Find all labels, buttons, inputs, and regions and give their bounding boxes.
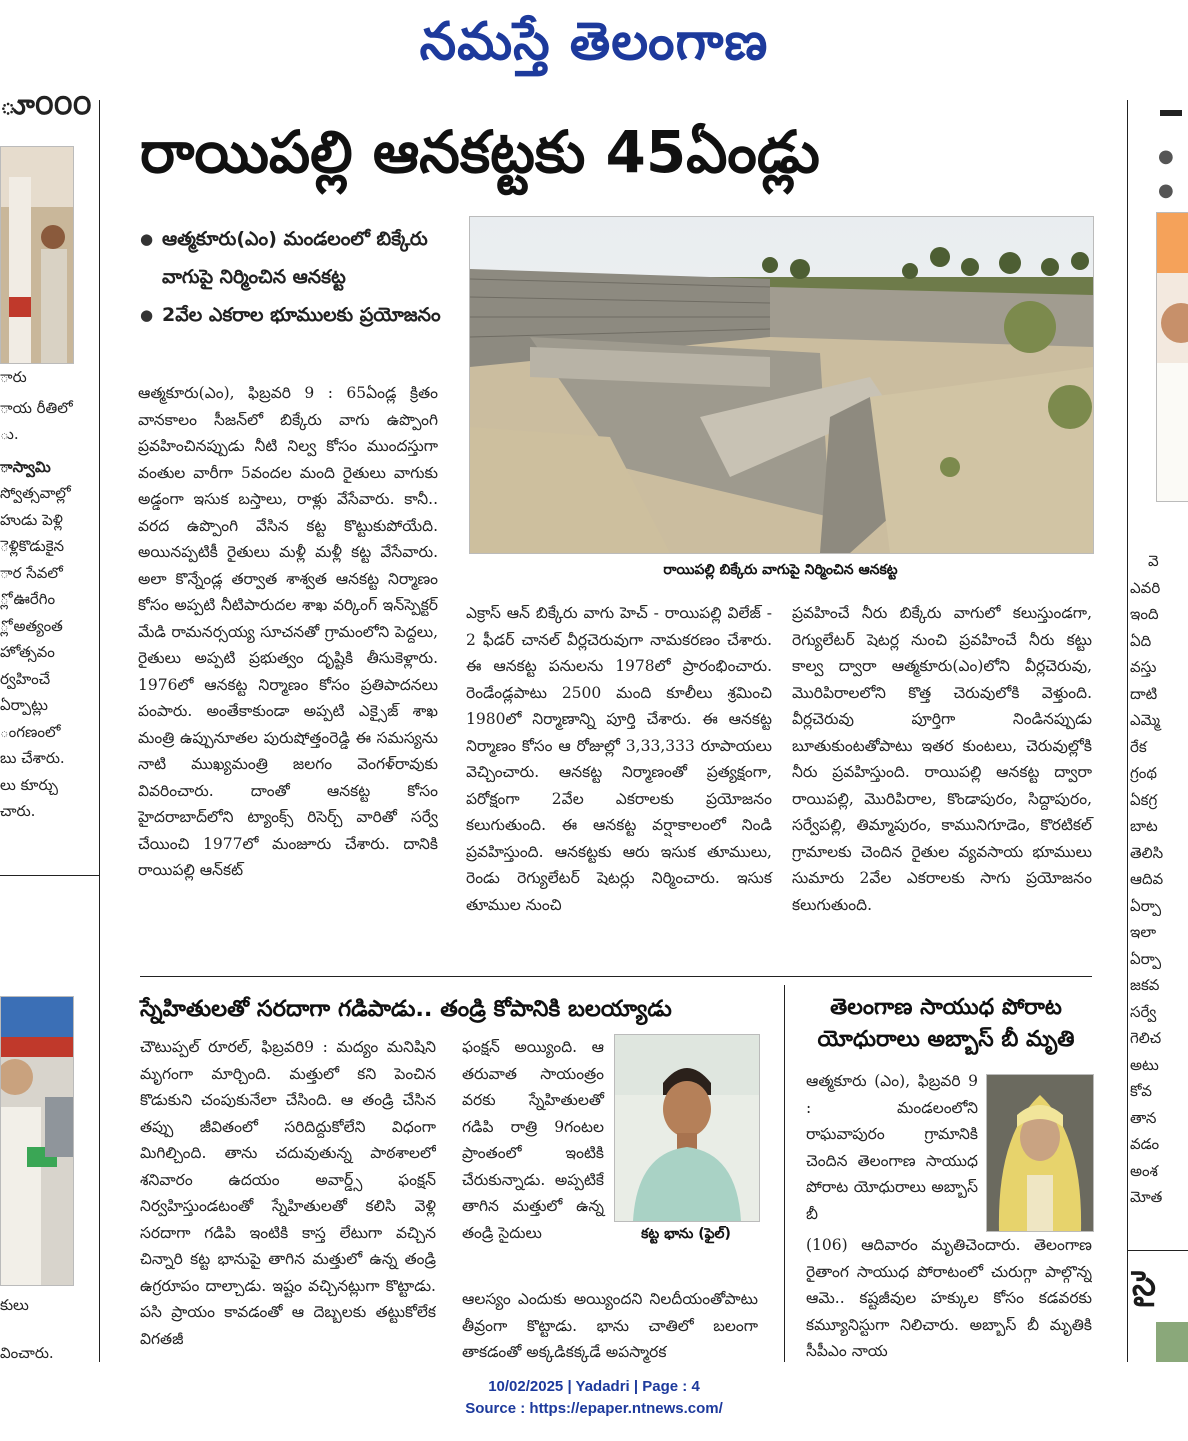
bullet-item: ● 2వేల ఎకరాల భూములకు ప్రయోజనం [136, 296, 456, 334]
story3-column-top-text: ఆత్మకూరు (ఎం), ఫిబ్రవరి 9 : మండలంలోని రాఘవాపురం గ్రామానికి చెందిన తెలంగాణ సాయుధ పోరాట యోధురాలు అబ్బాస్ బీ [806, 1072, 978, 1223]
masthead: నమస్తే తెలంగాణ [419, 11, 769, 72]
story2-column-2-bottom [462, 1286, 758, 1366]
left-edge-bottom-line-1: కులు [0, 1296, 29, 1314]
boy-photo [614, 1034, 760, 1222]
story3-column-bottom-text: (106) ఆదివారం మృతిచెందారు. తెలంగాణ రైతాంగ సాయుధ పోరాటంలో చురుగ్గా పాల్గొన్న ఆమె.. కష్టజీవుల హక్కుల కోసం కడవరకు కమ్యూనిస్టుగా నిలిచారు. అబ్బాస్ బీ మృతికి సీపీఎం నాయ [806, 1236, 1092, 1360]
left-column-rule [99, 100, 100, 1362]
main-column-3 [792, 600, 1092, 918]
dam-photo-graphic [470, 217, 1093, 553]
right-edge-text: వె ఎవరి ఇంది ఏది వస్తు దాటి ఎమ్మె రేక గ్రంథ ఏకగ్ర బాట తెలిసి ఆదివ ఏర్పా ఇలా ఏర్పా జకవ సర్వే గెలిచ అటు కోవ తాన వడం అంశ మోత [1130, 552, 1164, 1206]
right-edge-bullet-1: ● [1158, 146, 1174, 167]
story2-headline: స్నేహితులతో సరదాగా గడిపాడు.. తండ్రి కోపానికి బలయ్యాడు [140, 996, 672, 1022]
right-edge-bottom-photo [1156, 1322, 1188, 1362]
right-edge-rule [1128, 1250, 1188, 1251]
story3-headline-line-2: యోధురాలు అబ్బాస్ బీ మృతి [817, 1027, 1075, 1052]
dam-photo-caption: రాయిపల్లి బిక్కేరు వాగుపై నిర్మించిన ఆనకట్ట [663, 562, 898, 578]
story2-column-2-top [462, 1034, 604, 1246]
right-edge-photo [1156, 212, 1188, 502]
main-column-2 [466, 600, 772, 918]
story3-headline-line-1: తెలంగాణ సాయుధ పోరాట [830, 995, 1062, 1020]
abbas-bee-photo [986, 1074, 1094, 1232]
story3-column-top [806, 1068, 978, 1227]
dam-photo [469, 216, 1094, 554]
crowd-photo-graphic [1, 147, 73, 363]
section-rule [140, 976, 1092, 977]
footer-date-line: 10/02/2025 | Yadadri | Page : 4 [488, 1378, 700, 1395]
main-bullets [136, 220, 456, 334]
right-column-rule [1127, 100, 1128, 1362]
left-edge-heading: ూ౦౦౦ [0, 88, 92, 121]
left-edge-text: ారు ాయ రీతిలో ు. ాస్వామి స్వోత్సవాల్లో హుడు పెళ్లి ెళ్లికొడుకైన ార సేవలో ్లో ఊరేగిం ్లో అత్యంత హోత్సవం ర్వహించే ఏర్పాట్లు ంగణంలో బు చేశారు. లు కూర్చు చారు. [0, 368, 73, 820]
left-edge-photo [0, 146, 74, 364]
right-edge-bullet-2: ● [1158, 180, 1174, 201]
right-edge-heading-fragment [1160, 100, 1188, 124]
boy-photo-caption: కట్ట భాను (ఫైల్) [641, 1226, 731, 1242]
main-column-2-text: ఎక్రాస్ ఆన్ బిక్కేరు వాగు హెచ్ - రాయిపల్లి విలేజ్ - 2 ఫీడర్ చానల్ వీర్లచెరువుగా నామకరణం చేశారు. ఈ ఆనకట్ట పనులను 1978లో ప్రారంభించారు. రెండేండ్లపాటు 2500 మంది కూలీలు శ్రమించి 1980లో నిర్మాణాన్ని పూర్తి చేశారు. ఈ ఆనకట్ట నిర్మాణం కోసం ఆ రోజుల్లో 3,33,333 రూపాయలు వెచ్చించారు. ఆనకట్ట నిర్మాణంతో ప్రత్యక్షంగా, పరోక్షంగా 2వేల ఎకరాలకు ప్రయోజనం కలుగుతుంది. ఈ ఆనకట్ట వర్షాకాలంలో నిండి ప్రవహిస్తుంది. ఆనకట్టకు ఆరు ఇసుక తూములు, రెండు రెగ్యులేటర్ షెటర్లు నిర్మించారు. ఇసుక తూముల నుంచి [466, 604, 772, 914]
main-column-3-text: ప్రవహించే నీరు బిక్కేరు వాగులో కలుస్తుండగా, రెగ్యులేటర్ షెటర్ల నుంచి ప్రవహించే నీరు కట్టు కాల్వ ద్వారా ఆత్మకూరు(ఎం)లోని వీర్లచెరువు, మొరిపిరాలలోని కొత్త చెరువులోకి వెళ్తుంది. వీర్లచెరువు పూర్తిగా నిండినప్పుడు బూతుకుంటతోపాటు ఇతర కుంటలు, చెరువుల్లోకి నీరు ప్రవహిస్తుంది. రాయిపల్లి ఆనకట్ట ద్వారా రాయిపల్లి, మొరిపిరాల, కొండాపురం, సిద్దాపురం, సర్వేపల్లి, తిమ్మాపురం, కామునిగూడెం, కొరటికల్ గ్రామాలకు చెందిన రైతుల వ్యవసాయ భూములు సుమారు 2వేల ఎకరాలకు సాగు ప్రయోజనం కలుగుతుంది. [792, 604, 1092, 914]
story2-column-2-top-text: ఫంక్షన్ అయ్యింది. ఆ తరువాత సాయంత్రం వరకు స్నేహితులతో గడిపి రాత్రి 9గంటల ప్రాంతంలో ఇంటికి చేరుకున్నాడు. అప్పటికే తాగిన మత్తులో ఉన్న తండ్రి సైదులు [462, 1038, 604, 1242]
left-edge-photo-2 [0, 996, 74, 1286]
portrait-photo-graphic [1157, 213, 1188, 501]
boy-photo-graphic [615, 1035, 759, 1221]
main-column-1-text: ఆత్మకూరు(ఎం), ఫిబ్రవరి 9 : 65ఏండ్ల క్రితం వానకాలం సీజన్‌లో బిక్కేరు వాగు ఉప్పొంగి ప్రవహించినప్పుడు నీటి నిల్వ కోసం ముందస్తుగా వంతుల వారీగా 5వందల మంది రైతులు వాగుకు అడ్డంగా ఇసుక బస్తాలు, రాళ్లు వేసేవారు. కానీ.. వరద ఉప్పొంగి వేసిన కట్ట కొట్టుకుపోయేది. అయినప్పటికీ రైతులు మళ్లీ మళ్లీ కట్ట వేసేవారు. అలా కొన్నేండ్ల తర్వాత శాశ్వత ఆనకట్ట నిర్మాణం కోసం అప్పటి నీటిపారుదల శాఖ వర్కింగ్ ఇన్‌స్పెక్టర్ మేడి రామనర్సయ్య సూచనతో గ్రామంలోని పెద్దలు, రైతులు అప్పటి ప్రభుత్వం దృష్టికి తీసుకెళ్లారు. 1976లో ఆనకట్ట నిర్మాణం కోసం ప్రతిపాదనలు పంపారు. అంతేకాకుండా అప్పటి ఎక్సైజ్ శాఖ మంత్రి ఉప్పునూతల పురుషోత్తంరెడ్డి ఈ సమస్యను నాటి ముఖ్యమంత్రి జలగం వెంగళ్‌రావుకు వివరించారు. దాంతో ఆనకట్ట కోసం హైదరాబాద్‌లోని ట్యాంక్స్ రిసెర్చ్ వారితో సర్వే చేయించి 1977లో మంజూరు చేశారు. దానికి రాయిపల్లి ఆన్‌కట్ [138, 384, 438, 879]
story2-column-1-text: చౌటుప్పల్ రూరల్, ఫిబ్రవరి9 : మద్యం మనిషిని మృగంగా మార్చింది. మత్తులో కని పెంచిన కొడుకుని చంపుకునేలా చేసింది. ఆ తండ్రి చేసిన తప్పు జీవితంలో సరిదిద్దుకోలేని విధంగా మిగిల్చింది. తాను చదువుతున్న పాఠశాలలో శనివారం ఉదయం అవార్డ్స్ ఫంక్షన్ నిర్వహిస్తుండటంతో స్నేహితులతో కలిసి వెళ్లి సరదాగా గడిపి ఇంటికి కాస్త లేటుగా వచ్చిన చిన్నారి కట్ట భానుపై తాగిన మత్తులో ఉన్న తండ్రి ఉగ్రరూపం దాల్చాడు. ఇష్టం వచ్చినట్లుగా కొట్టాడు. పసి ప్రాయం కావడంతో ఆ దెబ్బలకు తట్టుకోలేక విగతజీ [140, 1038, 436, 1348]
story-divider-rule [784, 985, 785, 1362]
main-headline: రాయిపల్లి ఆనకట్టకు 45ఏండ్లు [140, 118, 820, 186]
abbas-bee-photo-graphic [987, 1075, 1093, 1231]
left-edge-bottom-line-2: వించారు. [0, 1344, 54, 1362]
story2-column-1 [140, 1034, 436, 1360]
left-edge-rule [0, 875, 99, 876]
market-photo-graphic [1, 997, 73, 1285]
bullet-item: ● ఆత్మకూరు(ఎం) మండలంలో బిక్కేరు వాగుపై నిర్మించిన ఆనకట్ట [136, 220, 456, 296]
footer-source-line: Source : https://epaper.ntnews.com/ [465, 1400, 723, 1417]
right-edge-bottom-heading: సై [1132, 1264, 1156, 1304]
story2-column-2-bottom-text: ఆలస్యం ఎందుకు అయ్యిందని నిలదీయంతోపాటు తీవ్రంగా కొట్టాడు. భాను చాతిలో బలంగా తాకడంతో అక్కడికక్కడే అపస్మారక [462, 1290, 758, 1361]
main-column-1 [138, 380, 438, 884]
story3-column-bottom [806, 1232, 1092, 1360]
